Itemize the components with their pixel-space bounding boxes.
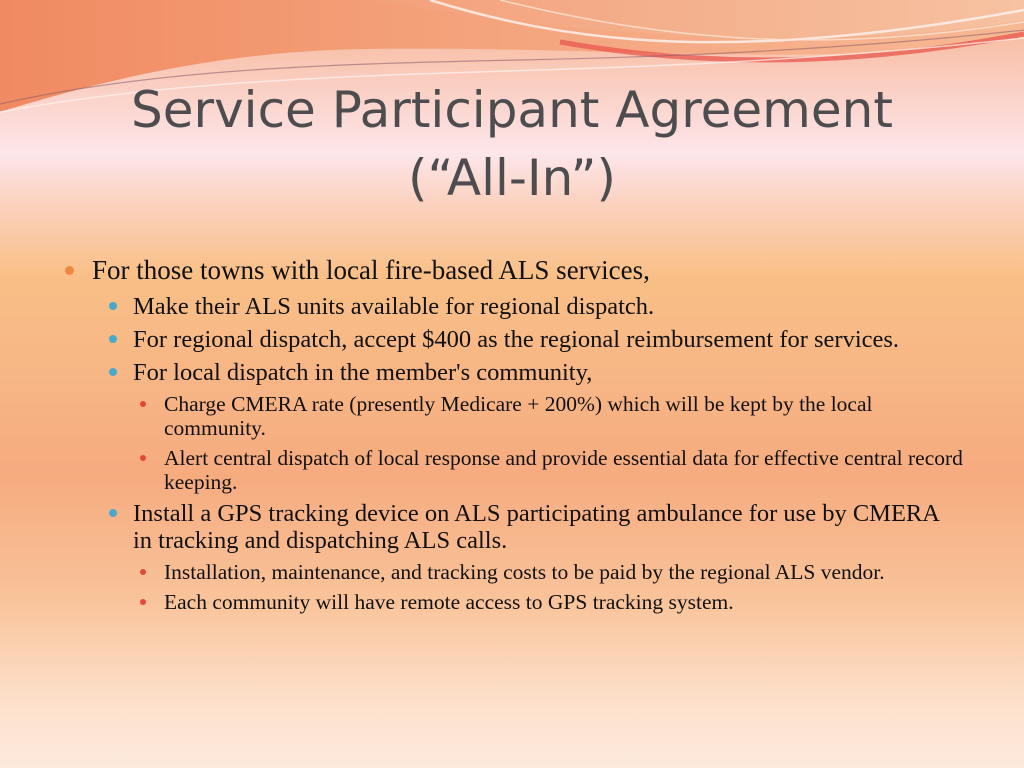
bullet-dot-icon — [140, 569, 146, 575]
slide-title-line-2: (“All-In”) — [407, 149, 617, 207]
bullet-text: Install a GPS tracking device on ALS participating ambulance for use by CMERA in tracking and dispatching ALS calls. — [133, 500, 939, 554]
bullet-item — [164, 590, 964, 614]
bullet-text: For those towns with local fire-based ALS services, — [92, 255, 650, 285]
bullet-item — [133, 326, 953, 353]
bullet-item — [133, 359, 953, 386]
bullet-dot-icon — [109, 335, 117, 343]
bullet-item — [164, 446, 964, 494]
slide-title-line-1: Service Participant Agreement — [131, 81, 893, 139]
bullet-dot-icon — [140, 455, 146, 461]
bullet-text: Alert central dispatch of local response and provide essential data for effective central record keeping. — [164, 446, 963, 494]
bullet-list — [0, 255, 1024, 620]
bullet-item — [133, 500, 953, 554]
bullet-text: Each community will have remote access to GPS tracking system. — [164, 590, 734, 614]
bullet-text: Charge CMERA rate (presently Medicare + 200%) which will be kept by the local community. — [164, 392, 873, 440]
bullet-text: For regional dispatch, accept $400 as the regional reimbursement for services. — [133, 326, 900, 353]
bullet-dot-icon — [109, 368, 117, 376]
bullet-item — [92, 255, 962, 285]
bullet-dot-icon — [140, 599, 146, 605]
bullet-text: Installation, maintenance, and tracking costs to be paid by the regional ALS vendor. — [164, 560, 885, 584]
bullet-item — [133, 293, 953, 320]
bullet-dot-icon — [109, 302, 117, 310]
bullet-item — [164, 392, 964, 440]
bullet-dot-icon — [140, 401, 146, 407]
slide-title — [60, 76, 964, 212]
bullet-text: Make their ALS units available for regional dispatch. — [133, 293, 655, 320]
bullet-item — [164, 560, 964, 584]
bullet-text: For local dispatch in the member's community, — [133, 359, 593, 386]
bullet-dot-icon — [109, 509, 117, 517]
bullet-dot-icon — [65, 266, 74, 275]
